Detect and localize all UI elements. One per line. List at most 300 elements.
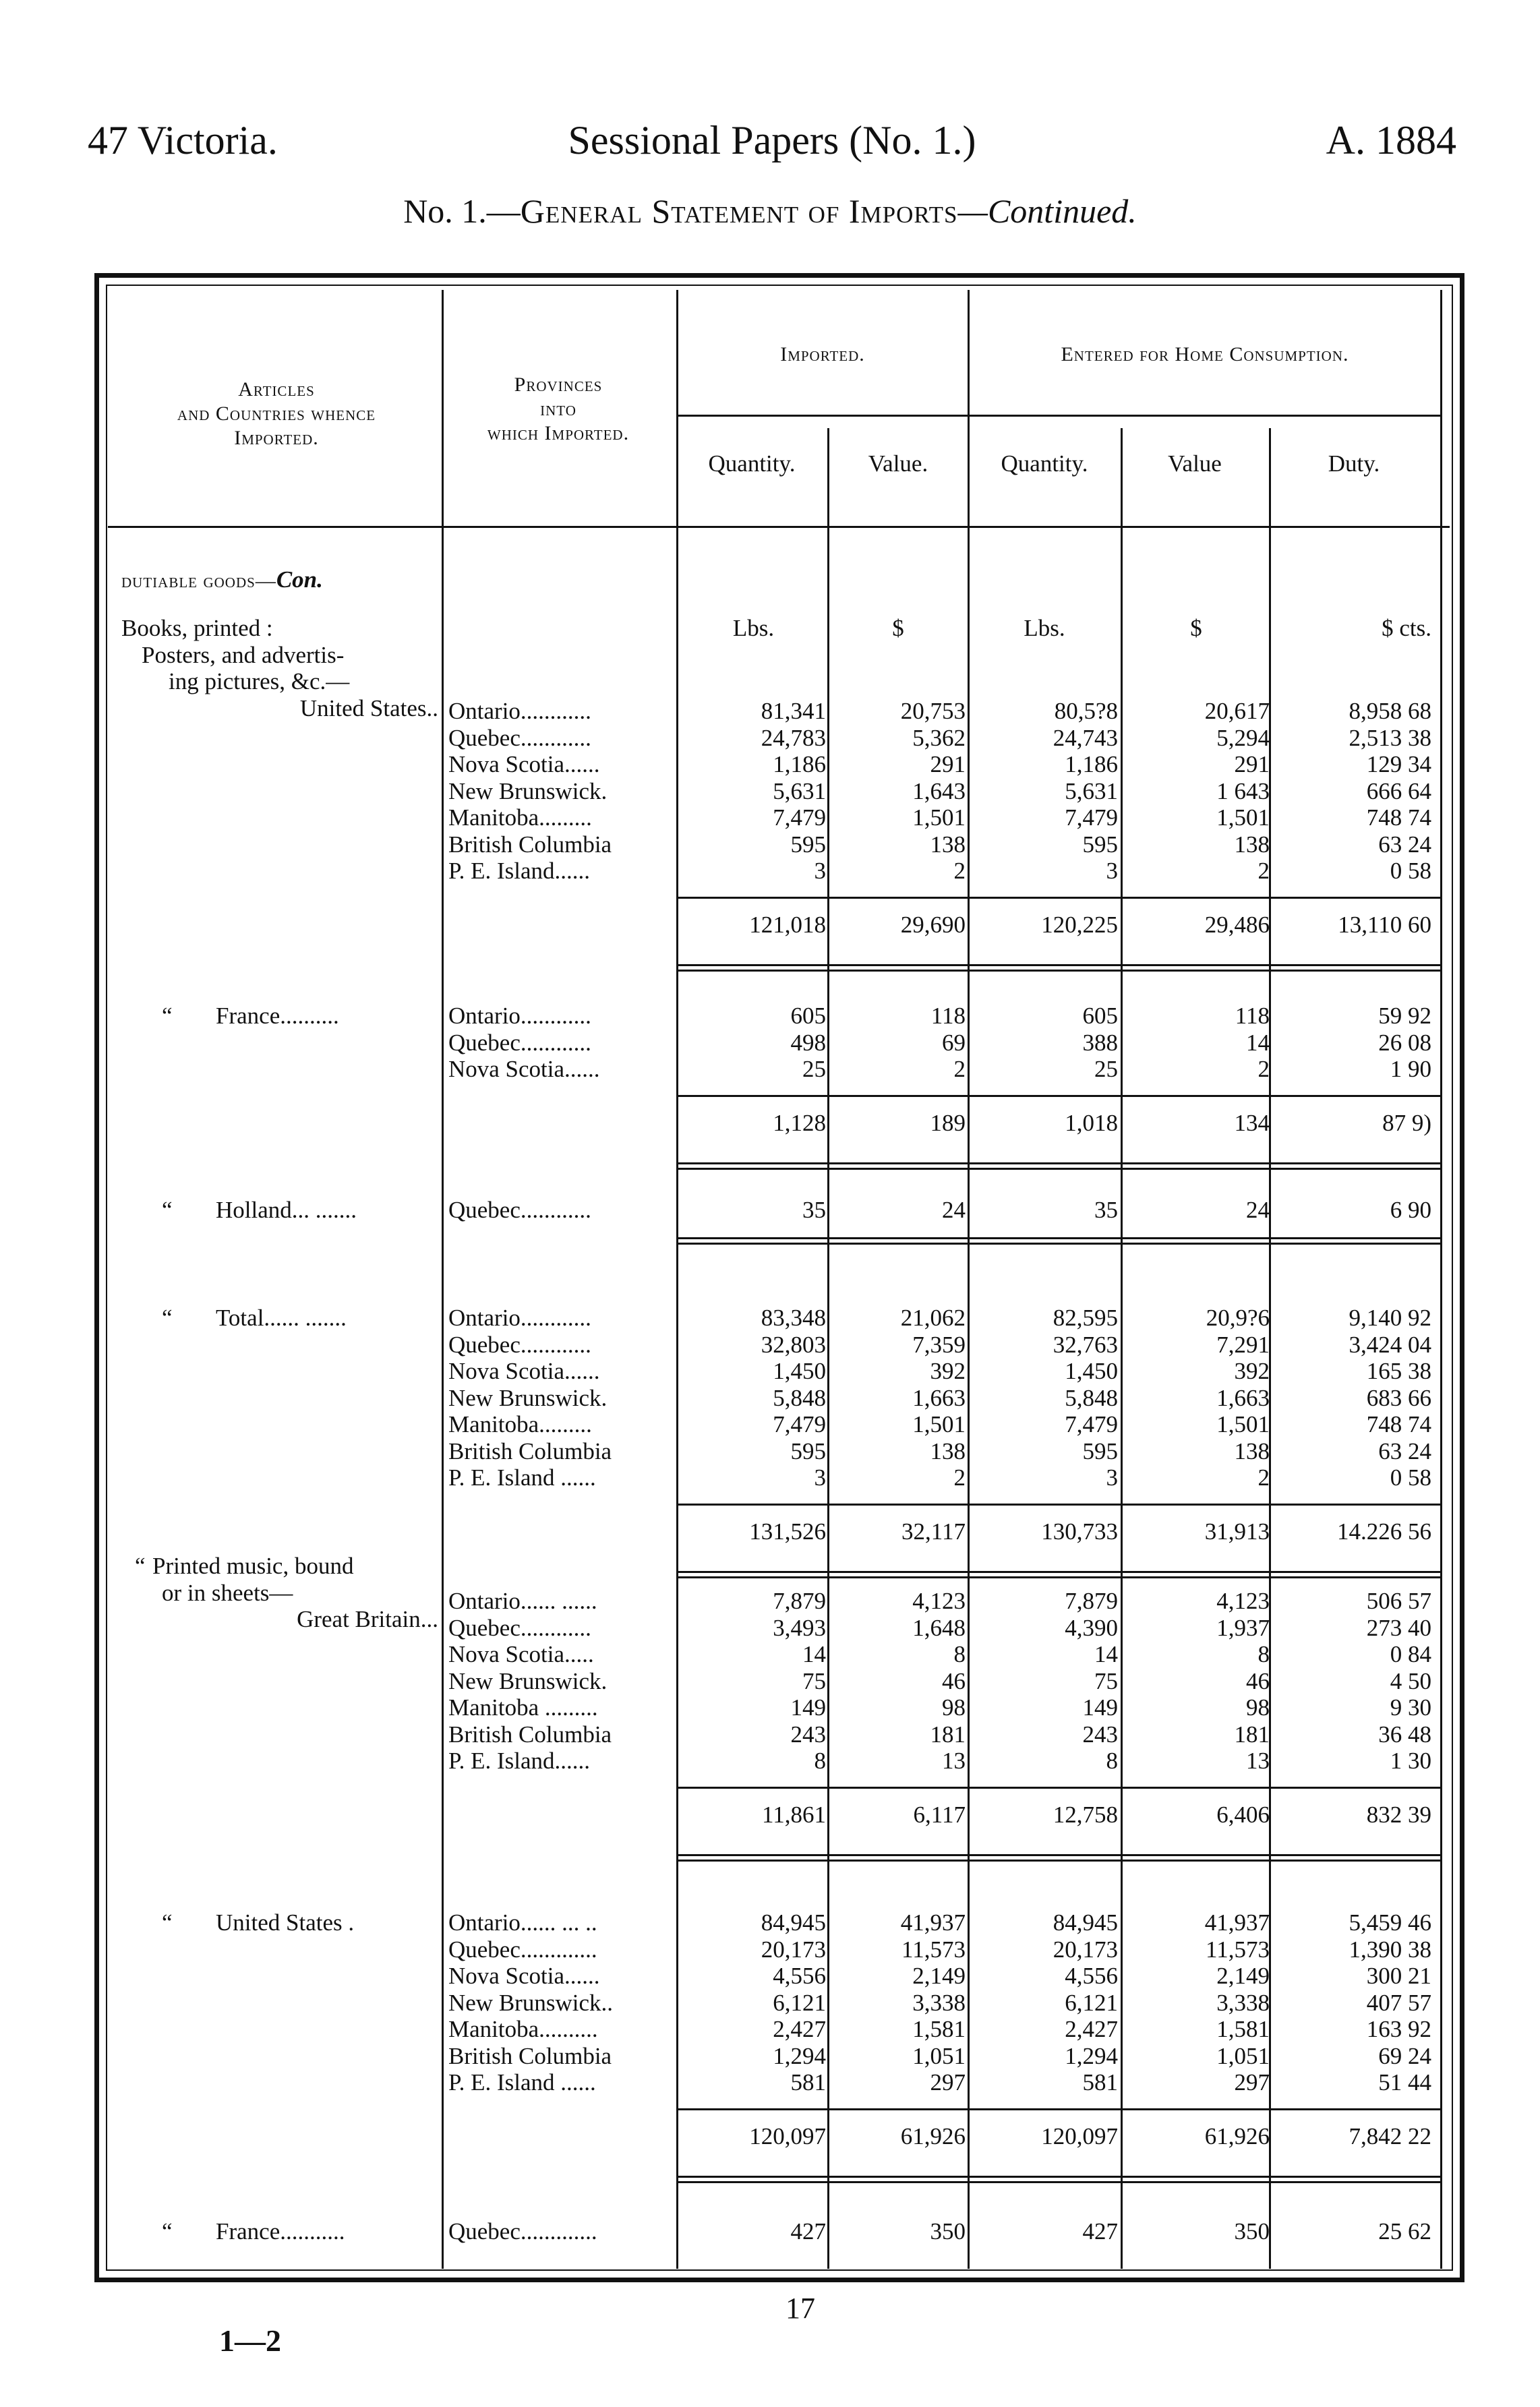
running-head (88, 113, 1456, 167)
cell-qty-e: 2,427 (1065, 2016, 1118, 2042)
cell-qty: 1,294 (773, 2042, 826, 2069)
cell-qty-e: 581 (1082, 2069, 1118, 2096)
cell-qty: 427 (790, 2218, 826, 2245)
total-duty: 832 39 (1366, 1801, 1431, 1828)
cell-qty: 243 (790, 1721, 826, 1748)
province-label: British Columbia (448, 2042, 612, 2069)
cell-qty: 7,479 (773, 804, 826, 831)
province-label: New Brunswick. (448, 777, 608, 804)
cell-value: 1,663 (912, 1384, 966, 1411)
total-qty: 11,861 (762, 1801, 826, 1828)
cell-duty: 2,513 38 (1349, 724, 1431, 751)
ditto-mark: “ (162, 2218, 173, 2245)
cell-value: 138 (930, 831, 966, 858)
province-label: British Columbia (448, 831, 612, 858)
cell-qty: 3 (814, 1464, 826, 1491)
cell-value-e: 350 (1234, 2218, 1270, 2245)
article-label (121, 695, 438, 722)
cell-value: 7,359 (912, 1331, 966, 1358)
province-label: Nova Scotia..... (448, 1641, 594, 1667)
cell-duty: 59 92 (1378, 1003, 1431, 1029)
column-rule (1440, 290, 1442, 2269)
cell-value: 181 (930, 1721, 966, 1748)
cell-value-e: 1 643 (1216, 777, 1270, 804)
cell-qty-e: 1,294 (1065, 2042, 1118, 2069)
cell-value-e: 392 (1234, 1358, 1270, 1384)
cell-duty: 0 58 (1390, 1464, 1431, 1491)
cell-qty-e: 243 (1082, 1721, 1118, 1748)
title-suffix: —Continued. (957, 192, 1137, 230)
total-value: 189 (930, 1109, 966, 1136)
total-value-e: 29,486 (1204, 911, 1270, 938)
column-rule (442, 290, 444, 2269)
province-label: Nova Scotia...... (448, 1963, 600, 1989)
province-label: Ontario............ (448, 1003, 591, 1029)
cell-value: 3,338 (912, 1989, 966, 2016)
cell-qty-e: 1,450 (1065, 1358, 1118, 1384)
header-quantity-entered: Quantity. (1001, 450, 1088, 477)
total-qty: 120,097 (749, 2122, 826, 2149)
cell-value: 291 (930, 751, 966, 777)
cell-duty: 407 57 (1366, 1989, 1431, 2016)
row-rule (676, 1854, 1440, 1856)
cell-duty: 25 62 (1378, 2218, 1431, 2245)
title-main: General Statement of Imports (520, 192, 958, 230)
cell-duty: 300 21 (1366, 1963, 1431, 1989)
total-qty: 1,128 (773, 1109, 826, 1136)
cell-value-e: 291 (1234, 751, 1270, 777)
cell-value: 138 (930, 1437, 966, 1464)
unit-qty: Lbs. (732, 615, 775, 641)
article-label (121, 642, 438, 669)
cell-qty-e: 605 (1082, 1003, 1118, 1029)
header-articles-line: Articles (238, 378, 315, 400)
total-qty-e: 120,097 (1041, 2122, 1118, 2149)
cell-qty-e: 149 (1082, 1694, 1118, 1721)
header-articles (115, 378, 438, 450)
cell-qty-e: 427 (1082, 2218, 1118, 2245)
header-articles-line: Imported. (234, 427, 319, 449)
cell-value-e: 8 (1257, 1641, 1270, 1667)
cell-duty: 63 24 (1378, 831, 1431, 858)
province-label: British Columbia (448, 1721, 612, 1748)
cell-value: 5,362 (912, 724, 966, 751)
cell-value-e: 4,123 (1216, 1588, 1270, 1614)
cell-value: 11,573 (901, 1936, 966, 1963)
ditto-mark: “ (162, 1003, 173, 1029)
cell-value-e: 20,9?6 (1206, 1305, 1270, 1331)
province-label: Quebec............ (448, 724, 591, 751)
cell-duty: 165 38 (1366, 1358, 1431, 1384)
cell-qty-e: 595 (1082, 1437, 1118, 1464)
cell-value-e: 14 (1246, 1029, 1270, 1056)
ditto-mark: “ (162, 1305, 173, 1331)
statement-title (0, 187, 1540, 235)
province-label: New Brunswick. (448, 1667, 608, 1694)
article-label-text: or in sheets— (162, 1579, 293, 1606)
header-articles-line: and Countries whence (177, 403, 376, 425)
cell-value: 21,062 (900, 1305, 966, 1331)
article-label-text: Total...... ....... (216, 1305, 347, 1331)
province-label: P. E. Island...... (448, 1748, 590, 1774)
year-label: A. 1884 (1326, 118, 1456, 162)
cell-qty: 595 (790, 831, 826, 858)
cell-value: 4,123 (912, 1588, 966, 1614)
cell-value: 1,581 (912, 2016, 966, 2042)
province-label: British Columbia (448, 1437, 612, 1464)
cell-value-e: 2 (1257, 1056, 1270, 1082)
cell-qty-e: 14 (1094, 1641, 1118, 1667)
row-rule (676, 970, 1440, 972)
title-prefix: No. 1.— (403, 192, 521, 230)
cell-value: 41,937 (900, 1909, 966, 1936)
cell-qty: 595 (790, 1437, 826, 1464)
cell-value-e: 138 (1234, 1437, 1270, 1464)
cell-duty: 36 48 (1378, 1721, 1431, 1748)
province-label: Quebec............ (448, 1614, 591, 1641)
cell-duty: 9,140 92 (1349, 1305, 1431, 1331)
cell-duty: 63 24 (1378, 1437, 1431, 1464)
cell-qty-e: 6,121 (1065, 1989, 1118, 2016)
row-rule (676, 2108, 1440, 2110)
article-label-text: Printed music, bound (152, 1553, 354, 1579)
cell-duty: 748 74 (1366, 1411, 1431, 1437)
province-label: Quebec............. (448, 2218, 597, 2245)
province-label: Nova Scotia...... (448, 1358, 600, 1384)
cell-value: 1,643 (912, 777, 966, 804)
row-rule (676, 415, 1440, 417)
article-label-text: Books, printed : (121, 615, 273, 641)
cell-qty: 8 (814, 1748, 826, 1774)
row-rule (676, 1243, 1440, 1245)
total-qty-e: 1,018 (1065, 1109, 1118, 1136)
province-label: Ontario...... ...... (448, 1588, 597, 1614)
total-duty: 14.226 56 (1337, 1518, 1431, 1545)
cell-qty-e: 5,848 (1065, 1384, 1118, 1411)
cell-value: 2 (953, 1056, 966, 1082)
session-label: 47 Victoria. (88, 118, 278, 162)
cell-qty-e: 20,173 (1053, 1936, 1118, 1963)
province-label: Manitoba ......... (448, 1694, 598, 1721)
cell-qty: 5,631 (773, 777, 826, 804)
cell-value-e: 7,291 (1216, 1331, 1270, 1358)
signature-mark: 1—2 (219, 2323, 281, 2358)
article-label-text: Holland... ....... (216, 1197, 357, 1223)
cell-value-e: 98 (1246, 1694, 1270, 1721)
article-label-text: Posters, and advertis- (142, 641, 345, 668)
cell-duty: 4 50 (1390, 1667, 1431, 1694)
province-label: Quebec............ (448, 1331, 591, 1358)
cell-qty-e: 24,743 (1053, 724, 1118, 751)
cell-duty: 1,390 38 (1349, 1936, 1431, 1963)
row-rule (676, 1237, 1440, 1239)
article-label (121, 1553, 438, 1580)
cell-duty: 8,958 68 (1349, 698, 1431, 724)
cell-qty-e: 7,479 (1065, 804, 1118, 831)
column-rule (968, 290, 970, 2269)
cell-qty: 1,186 (773, 751, 826, 777)
cell-qty-e: 82,595 (1053, 1305, 1118, 1331)
total-qty: 131,526 (749, 1518, 826, 1545)
province-label: Ontario............ (448, 1305, 591, 1331)
header-entered: Entered for Home Consumption. (1061, 343, 1349, 365)
row-rule (676, 2181, 1440, 2183)
cell-value-e: 1,501 (1216, 804, 1270, 831)
article-label (121, 2218, 438, 2245)
ditto-mark: “ (162, 1197, 173, 1223)
ditto-mark: “ (162, 1909, 173, 1936)
cell-qty-e: 388 (1082, 1029, 1118, 1056)
row-rule (108, 526, 1450, 528)
cell-qty-e: 32,763 (1053, 1331, 1118, 1358)
cell-value: 24 (942, 1197, 966, 1223)
cell-value-e: 297 (1234, 2069, 1270, 2096)
cell-duty: 0 58 (1390, 858, 1431, 884)
cell-qty-e: 1,186 (1065, 751, 1118, 777)
cell-value-e: 1,937 (1216, 1614, 1270, 1641)
unit-value-e: $ (1190, 615, 1202, 641)
cell-qty: 498 (790, 1029, 826, 1056)
cell-value: 69 (942, 1029, 966, 1056)
article-label (121, 1305, 438, 1332)
row-rule (676, 1168, 1440, 1170)
cell-qty: 25 (802, 1056, 826, 1082)
total-qty: 121,018 (749, 911, 826, 938)
header-value: Value. (868, 450, 928, 477)
cell-qty: 7,879 (773, 1588, 826, 1614)
cell-value-e: 46 (1246, 1667, 1270, 1694)
header-provinces-line: into (540, 398, 576, 420)
total-value: 32,117 (901, 1518, 966, 1545)
province-label: Nova Scotia...... (448, 1056, 600, 1082)
cell-duty: 3,424 04 (1349, 1331, 1431, 1358)
province-label: P. E. Island ...... (448, 2069, 596, 2096)
unit-qty-e: Lbs. (1024, 615, 1065, 641)
cell-duty: 1 30 (1390, 1748, 1431, 1774)
cell-value: 1,501 (912, 804, 966, 831)
row-rule (676, 2176, 1440, 2178)
cell-duty: 748 74 (1366, 804, 1431, 831)
cell-qty: 35 (802, 1197, 826, 1223)
total-value-e: 61,926 (1204, 2122, 1270, 2149)
cell-qty: 20,173 (761, 1936, 826, 1963)
article-label (121, 1909, 438, 1936)
article-label-text: ing pictures, &c.— (169, 668, 350, 694)
total-value-e: 6,406 (1216, 1801, 1270, 1828)
cell-value: 350 (930, 2218, 966, 2245)
row-rule (676, 1860, 1440, 1862)
total-value: 61,926 (900, 2122, 966, 2149)
column-rule (827, 428, 829, 2269)
row-rule (676, 1095, 1440, 1097)
header-duty: Duty. (1328, 450, 1380, 477)
cell-qty: 7,479 (773, 1411, 826, 1437)
total-qty-e: 120,225 (1041, 911, 1118, 938)
article-label-text: France.......... (216, 1003, 339, 1029)
cell-duty: 9 30 (1390, 1694, 1431, 1721)
cell-value-e: 3,338 (1216, 1989, 1270, 2016)
cell-value: 297 (930, 2069, 966, 2096)
cell-qty: 2,427 (773, 2016, 826, 2042)
cell-qty: 3,493 (773, 1614, 826, 1641)
cell-qty: 5,848 (773, 1384, 826, 1411)
cell-qty: 75 (802, 1667, 826, 1694)
province-label: Nova Scotia...... (448, 751, 600, 777)
cell-value-e: 1,051 (1216, 2042, 1270, 2069)
cell-qty-e: 4,556 (1065, 1963, 1118, 1989)
cell-value: 13 (942, 1748, 966, 1774)
cell-qty-e: 25 (1094, 1056, 1118, 1082)
cell-duty: 666 64 (1366, 777, 1431, 804)
total-value-e: 31,913 (1204, 1518, 1270, 1545)
cell-qty: 581 (790, 2069, 826, 2096)
row-rule (676, 1576, 1440, 1578)
cell-qty-e: 5,631 (1065, 777, 1118, 804)
cell-value-e: 41,937 (1204, 1909, 1270, 1936)
article-label (121, 1197, 438, 1224)
cell-qty-e: 75 (1094, 1667, 1118, 1694)
province-label: P. E. Island ...... (448, 1464, 596, 1491)
cell-value-e: 1,501 (1216, 1411, 1270, 1437)
cell-duty: 26 08 (1378, 1029, 1431, 1056)
article-label (121, 1580, 438, 1607)
article-label-text: United States . (216, 1909, 355, 1936)
total-value: 29,690 (900, 911, 966, 938)
cell-value-e: 13 (1246, 1748, 1270, 1774)
cell-duty: 163 92 (1366, 2016, 1431, 2042)
cell-value: 98 (942, 1694, 966, 1721)
header-imported: Imported. (780, 343, 865, 365)
section-label (121, 566, 438, 595)
province-label: P. E. Island...... (448, 858, 590, 884)
cell-value-e: 2,149 (1216, 1963, 1270, 1989)
province-label: Manitoba......... (448, 1411, 592, 1437)
cell-qty-e: 7,879 (1065, 1588, 1118, 1614)
province-label: Ontario............ (448, 698, 591, 724)
province-label: Quebec............ (448, 1197, 591, 1223)
cell-qty-e: 35 (1094, 1197, 1118, 1223)
article-label (121, 1003, 438, 1030)
cell-qty: 81,341 (761, 698, 826, 724)
cell-duty: 273 40 (1366, 1614, 1431, 1641)
cell-duty: 129 34 (1366, 751, 1431, 777)
cell-qty: 32,803 (761, 1331, 826, 1358)
row-rule (676, 1787, 1440, 1789)
cell-duty: 0 84 (1390, 1641, 1431, 1667)
cell-value: 8 (953, 1641, 966, 1667)
cell-qty: 1,450 (773, 1358, 826, 1384)
article-label (121, 668, 438, 695)
cell-qty-e: 3 (1106, 858, 1118, 884)
ditto-mark: “ (135, 1553, 146, 1579)
section-label-suffix: Con. (276, 566, 323, 593)
cell-qty-e: 80,5?8 (1054, 698, 1118, 724)
article-label-text: Great Britain... (297, 1606, 438, 1632)
cell-value: 1,051 (912, 2042, 966, 2069)
cell-duty: 5,459 46 (1349, 1909, 1431, 1936)
unit-duty: $ cts. (1382, 615, 1431, 641)
province-label: New Brunswick. (448, 1384, 608, 1411)
cell-duty: 51 44 (1378, 2069, 1431, 2096)
cell-duty: 506 57 (1366, 1588, 1431, 1614)
cell-duty: 6 90 (1390, 1197, 1431, 1223)
cell-qty: 3 (814, 858, 826, 884)
section-label-text: dutiable goods— (121, 570, 276, 592)
total-duty: 87 9) (1382, 1109, 1431, 1136)
row-rule (676, 964, 1440, 966)
cell-qty: 605 (790, 1003, 826, 1029)
row-rule (676, 1162, 1440, 1164)
cell-value-e: 24 (1246, 1197, 1270, 1223)
cell-value: 2 (953, 1464, 966, 1491)
article-label (121, 1606, 438, 1633)
article-label-text: France........... (216, 2218, 345, 2245)
total-value-e: 134 (1234, 1109, 1270, 1136)
cell-value-e: 118 (1235, 1003, 1270, 1029)
province-label: Quebec............ (448, 1029, 591, 1056)
cell-duty: 1 90 (1390, 1056, 1431, 1082)
province-label: Ontario...... ... .. (448, 1909, 597, 1936)
province-label: New Brunswick.. (448, 1989, 613, 2016)
row-rule (676, 1571, 1440, 1573)
header-quantity: Quantity. (708, 450, 796, 477)
total-qty-e: 12,758 (1053, 1801, 1118, 1828)
header-provinces-line: which Imported. (487, 422, 630, 444)
cell-qty: 6,121 (773, 1989, 826, 2016)
cell-qty: 14 (802, 1641, 826, 1667)
document-title: Sessional Papers (No. 1.) (568, 118, 976, 162)
cell-value-e: 11,573 (1206, 1936, 1270, 1963)
cell-qty-e: 8 (1106, 1748, 1118, 1774)
row-rule (676, 897, 1440, 899)
cell-value-e: 2 (1257, 858, 1270, 884)
cell-duty: 69 24 (1378, 2042, 1431, 2069)
cell-qty: 84,945 (761, 1909, 826, 1936)
cell-qty-e: 4,390 (1065, 1614, 1118, 1641)
cell-qty: 4,556 (773, 1963, 826, 1989)
cell-value-e: 1,663 (1216, 1384, 1270, 1411)
unit-value: $ (892, 615, 904, 641)
header-value-entered: Value (1168, 450, 1222, 477)
cell-value: 392 (930, 1358, 966, 1384)
province-label: Manitoba......... (448, 804, 592, 831)
cell-qty: 149 (790, 1694, 826, 1721)
total-duty: 13,110 60 (1338, 911, 1431, 938)
total-value: 6,117 (913, 1801, 966, 1828)
cell-qty-e: 7,479 (1065, 1411, 1118, 1437)
cell-value-e: 20,617 (1204, 698, 1270, 724)
header-provinces (444, 373, 673, 446)
province-label: Manitoba.......... (448, 2016, 598, 2042)
cell-duty: 683 66 (1366, 1384, 1431, 1411)
cell-value-e: 138 (1234, 831, 1270, 858)
cell-qty-e: 595 (1082, 831, 1118, 858)
cell-value-e: 5,294 (1216, 724, 1270, 751)
cell-value: 1,501 (912, 1411, 966, 1437)
cell-qty: 24,783 (761, 724, 826, 751)
cell-value: 118 (930, 1003, 966, 1029)
cell-value: 1,648 (912, 1614, 966, 1641)
article-label-text: United States.. (299, 694, 438, 721)
total-qty-e: 130,733 (1041, 1518, 1118, 1545)
page-number: 17 (786, 2292, 815, 2325)
cell-qty: 83,348 (761, 1305, 826, 1331)
article-label (121, 615, 438, 642)
cell-qty-e: 3 (1106, 1464, 1118, 1491)
row-rule (676, 1504, 1440, 1506)
cell-value: 2 (953, 858, 966, 884)
cell-value-e: 2 (1257, 1464, 1270, 1491)
